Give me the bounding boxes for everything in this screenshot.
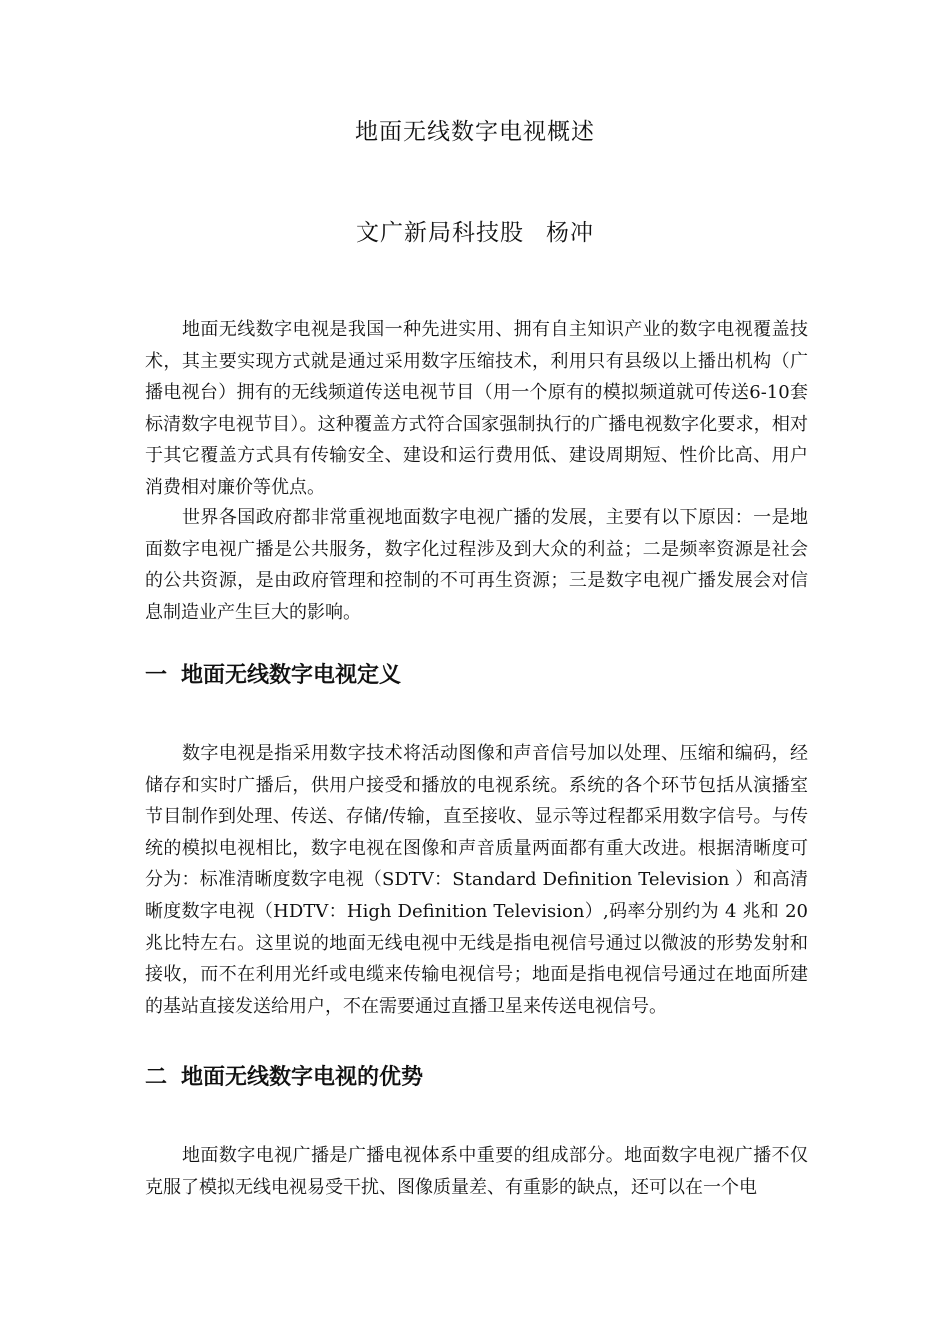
section-2-number: 二 — [145, 1064, 168, 1090]
section-1-heading — [145, 660, 808, 690]
author-name: 杨冲 — [546, 220, 594, 246]
section-1-title: 地面无线数字电视定义 — [181, 662, 402, 688]
author-line — [0, 218, 950, 248]
section-1-paragraph: 数字电视是指采用数字技术将活动图像和声音信号加以处理、压缩和编码，经储存和实时广播后，供用户接受和播放的电视系统。系统的各个环节包括从演播室节目制作到处理、传送、存储/传输，直至接收、显示等过程都采用数字信号。与传统的模拟电视相比，数字电视在图像和声音质量两面都有重大改进。根据清晰度可分为：标准清晰度数字电视（SDTV：Standard Definition Television ）和高清晰度数字电视（HDTV：High Definition Television）,码率分别约为 4 兆和 20 兆比特左右。这里说的地面无线电视中无线是指电视信号通过以微波的形势发射和接收，而不在利用光纤或电缆来传输电视信号；地面是指电视信号通过在地面所建的基站直接发送给用户，不在需要通过直播卫星来传送电视信号。 — [145, 743, 808, 1017]
intro-paragraph-1: 地面无线数字电视是我国一种先进实用、拥有自主知识产业的数字电视覆盖技术，其主要实现方式就是通过采用数字压缩技术，利用只有县级以上播出机构（广播电视台）拥有的无线频道传送电视节目（用一个原有的模拟频道就可传送6-10套标清数字电视节目）。这种覆盖方式符合国家强制执行的广播电视数字化要求，相对于其它覆盖方式具有传输安全、建设和运行费用低、建设周期短、性价比高、用户消费相对廉价等优点。 — [145, 319, 808, 498]
section-2-heading — [145, 1062, 808, 1092]
section-2-title: 地面无线数字电视的优势 — [181, 1064, 424, 1090]
section-1-number: 一 — [145, 662, 168, 688]
document-title: 地面无线数字电视概述 — [355, 119, 595, 145]
section-2-paragraph: 地面数字电视广播是广播电视体系中重要的组成部分。地面数字电视广播不仅克服了模拟无线电视易受干扰、图像质量差、有重影的缺点，还可以在一个电 — [145, 1145, 808, 1198]
intro-paragraph-2: 世界各国政府都非常重视地面数字电视广播的发展，主要有以下原因：一是地面数字电视广播是公共服务，数字化过程涉及到大众的利益；二是频率资源是社会的公共资源，是由政府管理和控制的不可再生资源；三是数字电视广播发展会对信息制造业产生巨大的影响。 — [145, 507, 808, 623]
author-organization: 文广新局科技股 — [356, 220, 524, 246]
